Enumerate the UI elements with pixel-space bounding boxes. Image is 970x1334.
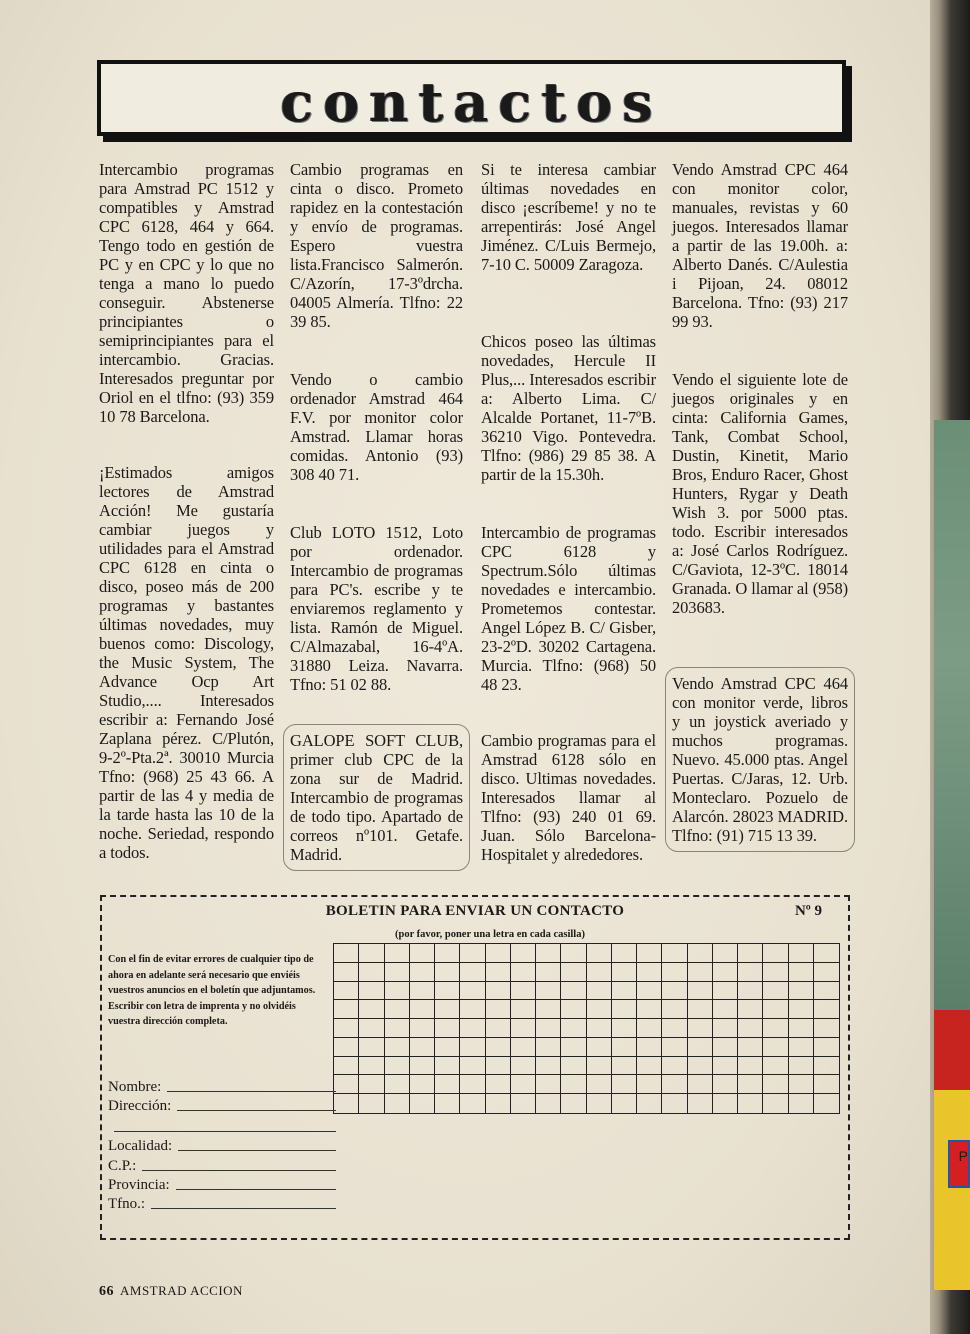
page-title: contactos <box>280 70 663 134</box>
letter-cell[interactable] <box>688 1000 713 1019</box>
letter-cell[interactable] <box>435 1094 460 1113</box>
coupon-title: BOLETIN PARA ENVIAR UN CONTACTO <box>325 903 625 919</box>
field-line <box>142 1170 336 1171</box>
cover-green-strip <box>934 420 970 1020</box>
letter-cell[interactable] <box>789 1057 814 1076</box>
letter-cell[interactable] <box>435 963 460 982</box>
letter-cell[interactable] <box>561 1038 586 1057</box>
letter-cell[interactable] <box>612 1000 637 1019</box>
page-footer <box>99 1283 243 1300</box>
letter-cell[interactable] <box>385 963 410 982</box>
letter-cell[interactable] <box>612 963 637 982</box>
coupon-number: Nº 9 <box>794 903 822 919</box>
letter-cell[interactable] <box>587 963 612 982</box>
letter-cell[interactable] <box>789 944 814 963</box>
letter-cell[interactable] <box>637 1038 662 1057</box>
letter-cell[interactable] <box>713 1057 738 1076</box>
field-telefono[interactable] <box>108 1196 336 1213</box>
letter-cell[interactable] <box>460 1000 485 1019</box>
letter-cell[interactable] <box>486 1000 511 1019</box>
letter-cell[interactable] <box>763 963 788 982</box>
letter-cell[interactable] <box>334 1019 359 1038</box>
letter-cell[interactable] <box>486 963 511 982</box>
field-label: Tfno.: <box>108 1196 146 1212</box>
letter-cell[interactable] <box>460 1075 485 1094</box>
letter-cell[interactable] <box>662 982 687 1001</box>
letter-cell[interactable] <box>385 944 410 963</box>
letter-cell[interactable] <box>359 1075 384 1094</box>
letter-cell[interactable] <box>763 944 788 963</box>
letter-cell[interactable] <box>662 1019 687 1038</box>
letter-cell[interactable] <box>511 1094 536 1113</box>
letter-cell[interactable] <box>511 963 536 982</box>
letter-cell[interactable] <box>713 1094 738 1113</box>
letter-cell[interactable] <box>662 1038 687 1057</box>
letter-cell[interactable] <box>536 982 561 1001</box>
letter-cell[interactable] <box>334 944 359 963</box>
letter-cell[interactable] <box>612 1019 637 1038</box>
ad-galope-soft-club: GALOPE SOFT CLUB, primer club CPC de la zona sur de Madrid. Intercambio de programas de todo tipo. Apartado de correos nº101. Getafe. Madrid. <box>290 731 463 864</box>
letter-cell[interactable] <box>410 1094 435 1113</box>
letter-cell[interactable] <box>460 1057 485 1076</box>
page-number: 66 <box>99 1284 114 1299</box>
letter-cell[interactable] <box>587 1094 612 1113</box>
letter-cell[interactable] <box>359 944 384 963</box>
letter-cell[interactable] <box>789 1075 814 1094</box>
letter-cell[interactable] <box>359 982 384 1001</box>
letter-cell[interactable] <box>435 1000 460 1019</box>
letter-cell[interactable] <box>738 1000 763 1019</box>
letter-cell[interactable] <box>637 1094 662 1113</box>
letter-cell[interactable] <box>486 944 511 963</box>
ad-club-loto: Club LOTO 1512, Loto por ordenador. Intercambio de programas para PC's. escribe y te enviaremos reglamento y lista. Ramón de Miguel. C/Almazabal, 16-4ºA. 31880 Leiza. Navarra. Tfno: 51 02 88. <box>290 523 463 694</box>
letter-cell[interactable] <box>511 944 536 963</box>
letter-cell[interactable] <box>334 1094 359 1113</box>
letter-cell[interactable] <box>662 944 687 963</box>
letter-cell[interactable] <box>637 982 662 1001</box>
letter-cell[interactable] <box>511 1000 536 1019</box>
letter-cell[interactable] <box>460 1094 485 1113</box>
ad-juan-exchange: Cambio programas para el Amstrad 6128 sólo en disco. Ultimas novedades. Interesados llamar al Tlfno: (93) 240 01 69. Juan. Sólo Barcelona-Hospitalet y alrededores. <box>481 731 656 864</box>
field-line <box>178 1150 336 1151</box>
letter-cell[interactable] <box>334 1038 359 1057</box>
letter-cell[interactable] <box>460 1038 485 1057</box>
letter-cell[interactable] <box>587 944 612 963</box>
letter-cell[interactable] <box>763 1000 788 1019</box>
letter-cell[interactable] <box>435 982 460 1001</box>
letter-cell[interactable] <box>713 963 738 982</box>
letter-cell[interactable] <box>536 1057 561 1076</box>
letter-cell[interactable] <box>688 1075 713 1094</box>
field-label: Localidad: <box>108 1138 173 1154</box>
letter-cell[interactable] <box>359 1057 384 1076</box>
letter-cell[interactable] <box>814 1094 839 1113</box>
title-banner <box>97 60 846 136</box>
letter-cell[interactable] <box>612 1075 637 1094</box>
letter-cell[interactable] <box>738 1019 763 1038</box>
letter-cell[interactable] <box>385 1038 410 1057</box>
letter-cell[interactable] <box>536 1094 561 1113</box>
letter-cell[interactable] <box>410 1000 435 1019</box>
field-label: Nombre: <box>108 1079 162 1095</box>
letter-cell[interactable] <box>435 1038 460 1057</box>
letter-cell[interactable] <box>688 1094 713 1113</box>
letter-cell[interactable] <box>789 1019 814 1038</box>
letter-cell[interactable] <box>359 963 384 982</box>
letter-cell[interactable] <box>460 963 485 982</box>
letter-cell[interactable] <box>763 1075 788 1094</box>
letter-cell[interactable] <box>789 1038 814 1057</box>
letter-cell[interactable] <box>738 1075 763 1094</box>
letter-cell[interactable] <box>561 1094 586 1113</box>
letter-cell[interactable] <box>637 1057 662 1076</box>
letter-cell[interactable] <box>814 982 839 1001</box>
field-line <box>167 1091 336 1092</box>
letter-cell[interactable] <box>587 1075 612 1094</box>
letter-cell[interactable] <box>662 963 687 982</box>
letter-cell[interactable] <box>435 944 460 963</box>
ad-danes-sale: Vendo Amstrad CPC 464 con monitor color, manuales, revistas y 60 juegos. Interesados llamar a partir de las 19.00h. a: Alberto Danés. C/Aulestia i Pijoan, 24. 08012 Barcelona. Tfno: (93) 217 99 93. <box>672 160 848 331</box>
letter-cell[interactable] <box>587 982 612 1001</box>
field-provincia[interactable] <box>108 1177 336 1194</box>
letter-cell[interactable] <box>334 1075 359 1094</box>
letter-cell[interactable] <box>359 1000 384 1019</box>
letter-cell[interactable] <box>814 1019 839 1038</box>
letter-cell[interactable] <box>511 1019 536 1038</box>
letter-cell[interactable] <box>334 963 359 982</box>
letter-cell[interactable] <box>612 944 637 963</box>
letter-cell[interactable] <box>612 1038 637 1057</box>
letter-cell[interactable] <box>561 1075 586 1094</box>
letter-cell[interactable] <box>385 1000 410 1019</box>
letter-cell[interactable] <box>410 982 435 1001</box>
letter-cell[interactable] <box>612 1057 637 1076</box>
ad-rodriguez-games-sale: Vendo el siguiente lote de juegos originales y en cinta: California Games, Tank, Combat School, Dustin, Kinetit, Mario Bros, Enduro Racer, Ghost Hunters, Rygar y Death Wish 3. por 5000 ptas. todo. Escribir interesados a: José Carlos Rodríguez. C/Gaviota, 12-3ºC. 18014 Granada. O llamar al (958) 203683. <box>672 370 848 617</box>
cover-edge-text: P <box>958 1148 968 1164</box>
letter-cell[interactable] <box>385 1019 410 1038</box>
ad-antonio-sale: Vendo o cambio ordenador Amstrad 464 F.V. por monitor color Amstrad. Llamar horas comidas. Antonio (93) 308 40 71. <box>290 370 463 484</box>
letter-cell[interactable] <box>536 1038 561 1057</box>
letter-cell[interactable] <box>587 1038 612 1057</box>
letter-cell[interactable] <box>637 944 662 963</box>
cover-yellow-strip <box>934 1090 970 1290</box>
letter-cell[interactable] <box>814 963 839 982</box>
letter-cell[interactable] <box>334 1057 359 1076</box>
letter-cell[interactable] <box>435 1057 460 1076</box>
letter-cell[interactable] <box>536 944 561 963</box>
letter-cell[interactable] <box>561 944 586 963</box>
letter-cell[interactable] <box>637 1000 662 1019</box>
field-line <box>151 1208 336 1209</box>
letter-grid[interactable] <box>333 943 840 1114</box>
ad-zaplana-exchange: ¡Estimados amigos lectores de Amstrad Acción! Me gustaría cambiar juegos y utilidades para el Amstrad CPC 6128 en cinta o disco, poseo más de 200 programas y bastantes últimas novedades, muy buenos como: Discology, the Music System, The Advance Ocp Art Studio,.... Interesados escribir a: Fernando José Zaplana pérez. C/Plutón, 9-2º-Pta.2ª. 30010 Murcia Tfno: (968) 25 43 66. A partir de las 4 y media de la tarde hasta las 10 de la noche. Seriedad, respondo a todos. <box>99 463 274 862</box>
letter-cell[interactable] <box>536 963 561 982</box>
letter-cell[interactable] <box>359 1094 384 1113</box>
letter-cell[interactable] <box>536 1019 561 1038</box>
ad-salmeron-exchange: Cambio programas en cinta o disco. Prometo rapidez en la contestación y envío de programas. Espero vuestra lista.Francisco Salmerón. C/Azorín, 17-3ºdrcha. 04005 Almería. Tlfno: 22 39 85. <box>290 160 463 331</box>
letter-cell[interactable] <box>662 1057 687 1076</box>
letter-cell[interactable] <box>662 1094 687 1113</box>
letter-cell[interactable] <box>713 1075 738 1094</box>
letter-cell[interactable] <box>713 1019 738 1038</box>
letter-cell[interactable] <box>814 1000 839 1019</box>
letter-cell[interactable] <box>738 1038 763 1057</box>
letter-cell[interactable] <box>561 1057 586 1076</box>
letter-cell[interactable] <box>763 1019 788 1038</box>
letter-cell[interactable] <box>410 944 435 963</box>
letter-cell[interactable] <box>486 1057 511 1076</box>
letter-cell[interactable] <box>612 1094 637 1113</box>
letter-cell[interactable] <box>486 1038 511 1057</box>
letter-cell[interactable] <box>789 963 814 982</box>
letter-cell[interactable] <box>561 1019 586 1038</box>
coupon-hint: (por favor, poner una letra en cada casilla) <box>395 929 585 940</box>
letter-cell[interactable] <box>637 1019 662 1038</box>
ad-pc1512-exchange: Intercambio programas para Amstrad PC 1512 y compatibles y Amstrad CPC 6128, 464 y 664. Tengo todo en gestión de PC y en CPC y lo que no tenga a mano lo puedo conseguir. Abstenerse principiantes o semiprincipiantes para el intercambio. Gracias. Interesados preguntar por Oriol en el tlfno: (93) 359 10 78 Barcelona. <box>99 160 274 426</box>
letter-cell[interactable] <box>637 1075 662 1094</box>
letter-cell[interactable] <box>688 982 713 1001</box>
letter-cell[interactable] <box>561 982 586 1001</box>
letter-cell[interactable] <box>763 1094 788 1113</box>
ad-lopez-exchange: Intercambio de programas CPC 6128 y Spectrum.Sólo últimas novedades e intercambio. Prometemos contestar. Angel López B. C/ Gisber, 23-2ºD. 30202 Cartagena. Murcia. Tlfno: (968) 50 48 23. <box>481 523 656 694</box>
letter-cell[interactable] <box>713 982 738 1001</box>
letter-cell[interactable] <box>662 1075 687 1094</box>
letter-cell[interactable] <box>814 1057 839 1076</box>
letter-cell[interactable] <box>587 1000 612 1019</box>
letter-cell[interactable] <box>738 1094 763 1113</box>
field-line <box>176 1189 336 1190</box>
letter-cell[interactable] <box>814 1038 839 1057</box>
letter-cell[interactable] <box>486 1075 511 1094</box>
contact-coupon <box>100 895 850 1240</box>
letter-cell[interactable] <box>713 1038 738 1057</box>
letter-cell[interactable] <box>789 982 814 1001</box>
letter-cell[interactable] <box>536 1000 561 1019</box>
letter-cell[interactable] <box>688 1057 713 1076</box>
ad-lima-novedades: Chicos poseo las últimas novedades, Hercule II Plus,... Interesados escribir a: Alberto Lima. C/ Alcalde Portanet, 11-7ºB. 36210 Vigo. Pontevedra. Tlfno: (986) 29 85 38. A partir de la 15.30h. <box>481 332 656 484</box>
letter-cell[interactable] <box>460 1019 485 1038</box>
letter-cell[interactable] <box>789 1000 814 1019</box>
letter-cell[interactable] <box>410 1019 435 1038</box>
letter-cell[interactable] <box>662 1000 687 1019</box>
letter-cell[interactable] <box>738 963 763 982</box>
letter-cell[interactable] <box>486 1019 511 1038</box>
letter-cell[interactable] <box>789 1094 814 1113</box>
letter-cell[interactable] <box>359 1038 384 1057</box>
letter-cell[interactable] <box>511 1057 536 1076</box>
ad-puertas-sale: Vendo Amstrad CPC 464 con monitor verde, libros y un joystick averiado y muchos programas. Nuevo. 45.000 ptas. Angel Puertas. C/Jaras, 12. Urb. Monteclaro. Pozuelo de Alarcón. 28023 MADRID. Tlfno: (91) 715 13 39. <box>672 674 848 845</box>
letter-cell[interactable] <box>334 1000 359 1019</box>
letter-cell[interactable] <box>486 1094 511 1113</box>
field-label: Provincia: <box>108 1177 170 1193</box>
letter-cell[interactable] <box>385 1094 410 1113</box>
letter-cell[interactable] <box>460 982 485 1001</box>
field-label: C.P.: <box>108 1158 137 1174</box>
letter-cell[interactable] <box>688 1019 713 1038</box>
letter-cell[interactable] <box>385 982 410 1001</box>
ad-jimenez-exchange: Si te interesa cambiar últimas novedades en disco ¡escríbeme! y no te arrepentirás: José Angel Jiménez. C/Luis Bermejo, 7-10 C. 50009 Zaragoza. <box>481 160 656 274</box>
letter-cell[interactable] <box>511 1038 536 1057</box>
letter-cell[interactable] <box>688 944 713 963</box>
field-nombre[interactable] <box>108 1079 336 1096</box>
field-direccion[interactable] <box>108 1098 336 1115</box>
field-direccion-extra-line[interactable] <box>114 1131 336 1132</box>
letter-cell[interactable] <box>410 1038 435 1057</box>
letter-cell[interactable] <box>460 944 485 963</box>
letter-cell[interactable] <box>688 963 713 982</box>
letter-cell[interactable] <box>410 963 435 982</box>
letter-cell[interactable] <box>738 982 763 1001</box>
field-label: Dirección: <box>108 1098 172 1114</box>
letter-cell[interactable] <box>587 1019 612 1038</box>
cover-red-strip <box>934 1010 970 1090</box>
coupon-instructions: Con el fin de evitar errores de cualquier tipo de ahora en adelante será necesario que enviéis vuestros anuncios en el boletín que adjuntamos. Escribir con letra de imprenta y no olvidéis vuestra dirección completa. <box>108 954 316 1027</box>
letter-cell[interactable] <box>410 1057 435 1076</box>
letter-cell[interactable] <box>587 1057 612 1076</box>
field-localidad[interactable] <box>108 1138 336 1155</box>
letter-cell[interactable] <box>713 944 738 963</box>
letter-cell[interactable] <box>763 1038 788 1057</box>
letter-cell[interactable] <box>410 1075 435 1094</box>
letter-cell[interactable] <box>814 1075 839 1094</box>
letter-cell[interactable] <box>763 982 788 1001</box>
letter-cell[interactable] <box>561 1000 586 1019</box>
letter-cell[interactable] <box>814 944 839 963</box>
letter-cell[interactable] <box>738 944 763 963</box>
letter-cell[interactable] <box>713 1000 738 1019</box>
letter-cell[interactable] <box>359 1019 384 1038</box>
letter-cell[interactable] <box>637 963 662 982</box>
letter-cell[interactable] <box>385 1057 410 1076</box>
letter-cell[interactable] <box>435 1019 460 1038</box>
letter-cell[interactable] <box>435 1075 460 1094</box>
letter-cell[interactable] <box>561 963 586 982</box>
letter-cell[interactable] <box>738 1057 763 1076</box>
letter-cell[interactable] <box>763 1057 788 1076</box>
field-line <box>177 1110 336 1111</box>
letter-cell[interactable] <box>334 982 359 1001</box>
letter-cell[interactable] <box>511 1075 536 1094</box>
letter-cell[interactable] <box>511 982 536 1001</box>
letter-cell[interactable] <box>612 982 637 1001</box>
letter-cell[interactable] <box>536 1075 561 1094</box>
letter-cell[interactable] <box>486 982 511 1001</box>
field-cp[interactable] <box>108 1158 336 1175</box>
letter-cell[interactable] <box>385 1075 410 1094</box>
letter-cell[interactable] <box>688 1038 713 1057</box>
magazine-name: AMSTRAD ACCION <box>120 1283 243 1298</box>
